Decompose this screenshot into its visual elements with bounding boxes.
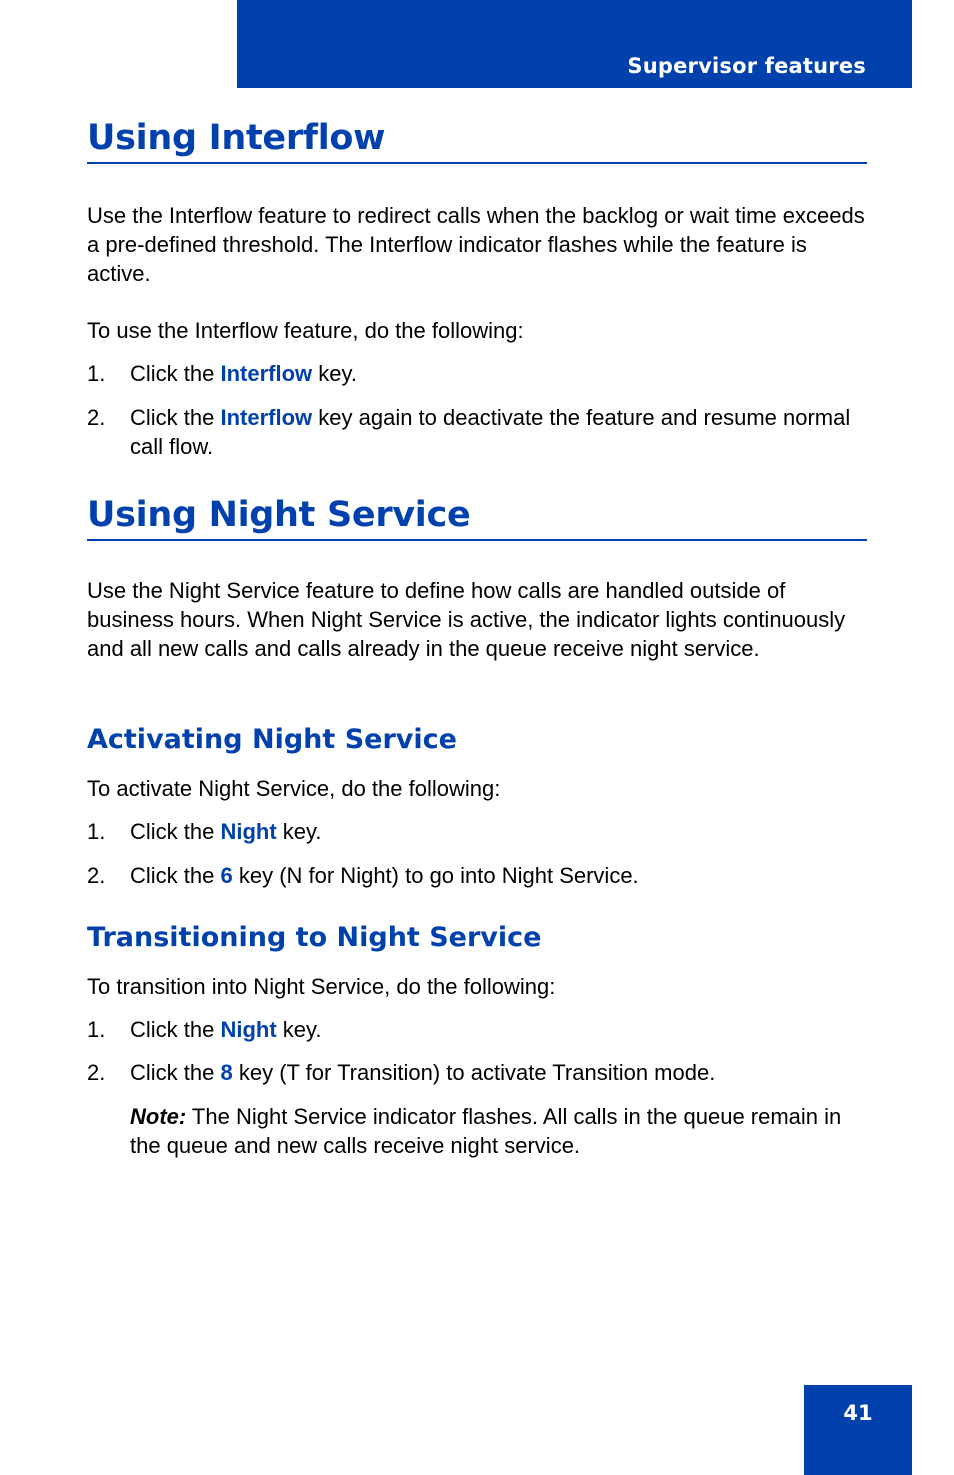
step-text-pre: Click the — [130, 1017, 221, 1042]
transitioning-step-2 — [87, 1058, 867, 1087]
step-number: 2. — [87, 405, 106, 430]
step-number: 1. — [87, 361, 106, 386]
heading-transitioning-night-service: Transitioning to Night Service — [87, 922, 542, 953]
page-number-box — [804, 1385, 912, 1475]
heading-using-interflow: Using Interflow — [87, 118, 867, 164]
key-6-label: 6 — [220, 863, 233, 888]
step-number: 1. — [87, 1017, 106, 1042]
step-number: 2. — [87, 863, 106, 888]
step-text-post: key (T for Transition) to activate Transition mode. — [232, 1060, 716, 1085]
interflow-key-label: Interflow — [220, 405, 313, 430]
step-text-pre: Click the — [130, 361, 221, 386]
note-label: Note: — [130, 1104, 187, 1129]
activating-lead: To activate Night Service, do the following: — [87, 776, 501, 801]
activating-step-2 — [87, 861, 867, 890]
night-key-label: Night — [220, 819, 277, 844]
interflow-intro: Use the Interflow feature to redirect calls when the backlog or wait time exceeds a pre-defined threshold. The Interflow indicator flashes while the feature is active. — [87, 203, 865, 286]
step-text-post: key. — [276, 1017, 322, 1042]
step-text-post: key. — [312, 361, 357, 386]
step-text-pre: Click the — [130, 819, 221, 844]
key-8-label: 8 — [220, 1060, 233, 1085]
transitioning-note — [87, 1102, 867, 1160]
interflow-step-1 — [87, 359, 867, 388]
step-number: 1. — [87, 819, 106, 844]
section-title: Supervisor features — [627, 54, 866, 78]
night-intro: Use the Night Service feature to define how calls are handled outside of business hours. When Night Service is active, the indicator lights continuously and all new calls and calls already in the queue receive night service. — [87, 578, 846, 661]
transitioning-lead: To transition into Night Service, do the following: — [87, 974, 556, 999]
transitioning-step-1 — [87, 1015, 867, 1044]
heading-activating-night-service: Activating Night Service — [87, 724, 457, 755]
activating-step-1 — [87, 817, 867, 846]
night-key-label: Night — [220, 1017, 277, 1042]
step-text-post: key (N for Night) to go into Night Service. — [232, 863, 639, 888]
interflow-key-label: Interflow — [220, 361, 313, 386]
interflow-lead: To use the Interflow feature, do the following: — [87, 318, 524, 343]
step-text-post: key again to deactivate the feature and resume normal call flow. — [130, 405, 851, 459]
step-text-pre: Click the — [130, 863, 221, 888]
interflow-step-2 — [87, 403, 867, 461]
step-text-pre: Click the — [130, 405, 221, 430]
note-text: The Night Service indicator flashes. All calls in the queue remain in the queue and new calls receive night service. — [130, 1104, 842, 1158]
heading-using-night-service: Using Night Service — [87, 495, 867, 541]
header-bar — [237, 0, 912, 88]
step-text-post: key. — [276, 819, 322, 844]
step-number: 2. — [87, 1060, 106, 1085]
step-text-pre: Click the — [130, 1060, 221, 1085]
page-number: 41 — [843, 1401, 873, 1425]
